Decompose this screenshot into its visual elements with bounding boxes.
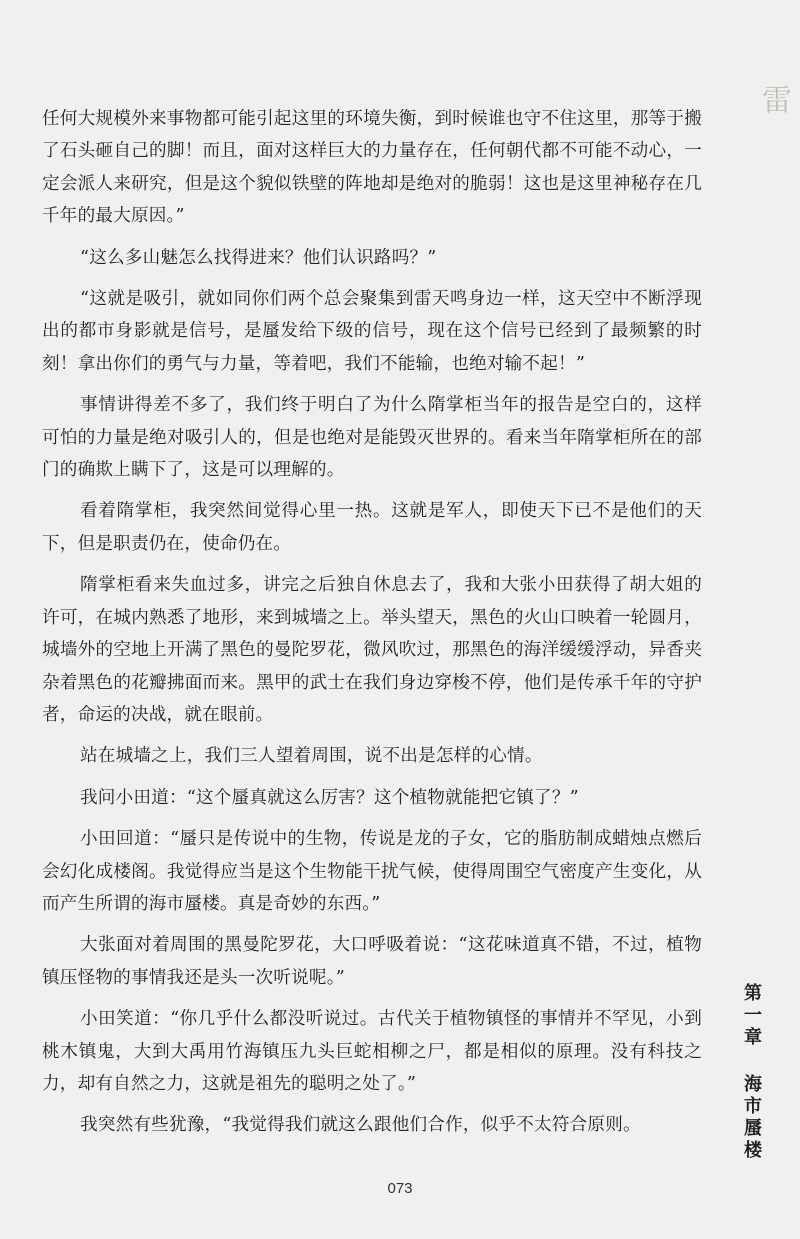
paragraph: 大张面对着周围的黑曼陀罗花，大口呼吸着说：“这花味道真不错，不过，植物镇压怪物的事情我还是头一次听说呢。” — [42, 935, 702, 988]
paragraph: “这么多山魅怎么找得进来？他们认识路吗？” — [80, 247, 437, 268]
paragraph: 我问小田道：“这个蜃真就这么厉害？这个植物就能把它镇了？” — [80, 787, 579, 808]
paragraph: 任何大规模外来事物都可能引起这里的环境失衡，到时候谁也守不住这里，那等于搬了石头砸自己的脚！而且，面对这样巨大的力量存在，任何朝代都不可能不动心，一定会派人来研究，但是这个貌似铁壁的阵地却是绝对的脆弱！这也是这里神秘存在几千年的最大原因。” — [42, 109, 702, 227]
paragraph: “这就是吸引，就如同你们两个总会聚集到雷天鸣身边一样，这天空中不断浮现出的都市身影就是信号，是蜃发给下级的信号，现在这个信号已经到了最频繁的时刻！拿出你们的勇气与力量，等着吧，我们不能输，也绝对输不起！” — [42, 289, 702, 374]
page-number: 073 — [387, 1180, 413, 1197]
paragraph: 我突然有些犹豫，“我觉得我们就这么跟他们合作，似乎不太符合原则。 — [80, 1115, 641, 1136]
chapter-title: 第一章 海市蜃楼 — [741, 983, 762, 1162]
paragraph: 隋掌柜看来失血过多，讲完之后独自休息去了，我和大张小田获得了胡大姐的许可，在城内熟悉了地形，来到城墙之上。举头望天，黑色的火山口映着一轮圆月，城墙外的空地上开满了黑色的曼陀罗花，微风吹过，那黑色的海洋缓缓浮动，异香夹杂着黑色的花瓣拂面而来。黑甲的武士在我们身边穿梭不停，他们是传承千年的守护者，命运的决战，就在眼前。 — [42, 575, 702, 725]
spine-title-mark: 雷 — [756, 84, 791, 114]
paragraph: 小田笑道：“你几乎什么都没听说过。古代关于植物镇怪的事情并不罕见，小到桃木镇鬼，大到大禹用竹海镇压九头巨蛇相柳之尸，都是相似的原理。没有科技之力，却有自然之力，这就是祖先的聪明之处了。” — [42, 1009, 702, 1094]
paragraph: 看着隋掌柜，我突然间觉得心里一热。这就是军人，即使天下已不是他们的天下，但是职责仍在，使命仍在。 — [42, 501, 702, 554]
paragraph: 小田回道：“蜃只是传说中的生物，传说是龙的子女，它的脂肪制成蜡烛点燃后会幻化成楼阁。我觉得应当是这个生物能干扰气候，使得周围空气密度产生变化，从而产生所谓的海市蜃楼。真是奇妙的东西。” — [42, 829, 702, 914]
paragraph: 站在城墙之上，我们三人望着周围，说不出是怎样的心情。 — [80, 746, 543, 767]
paragraph: 事情讲得差不多了，我们终于明白了为什么隋掌柜当年的报告是空白的，这样可怕的力量是绝对吸引人的，但是也绝对是能毁灭世界的。看来当年隋掌柜所在的部门的确欺上瞒下了，这是可以理解的。 — [42, 395, 702, 481]
body-text — [42, 103, 702, 1151]
